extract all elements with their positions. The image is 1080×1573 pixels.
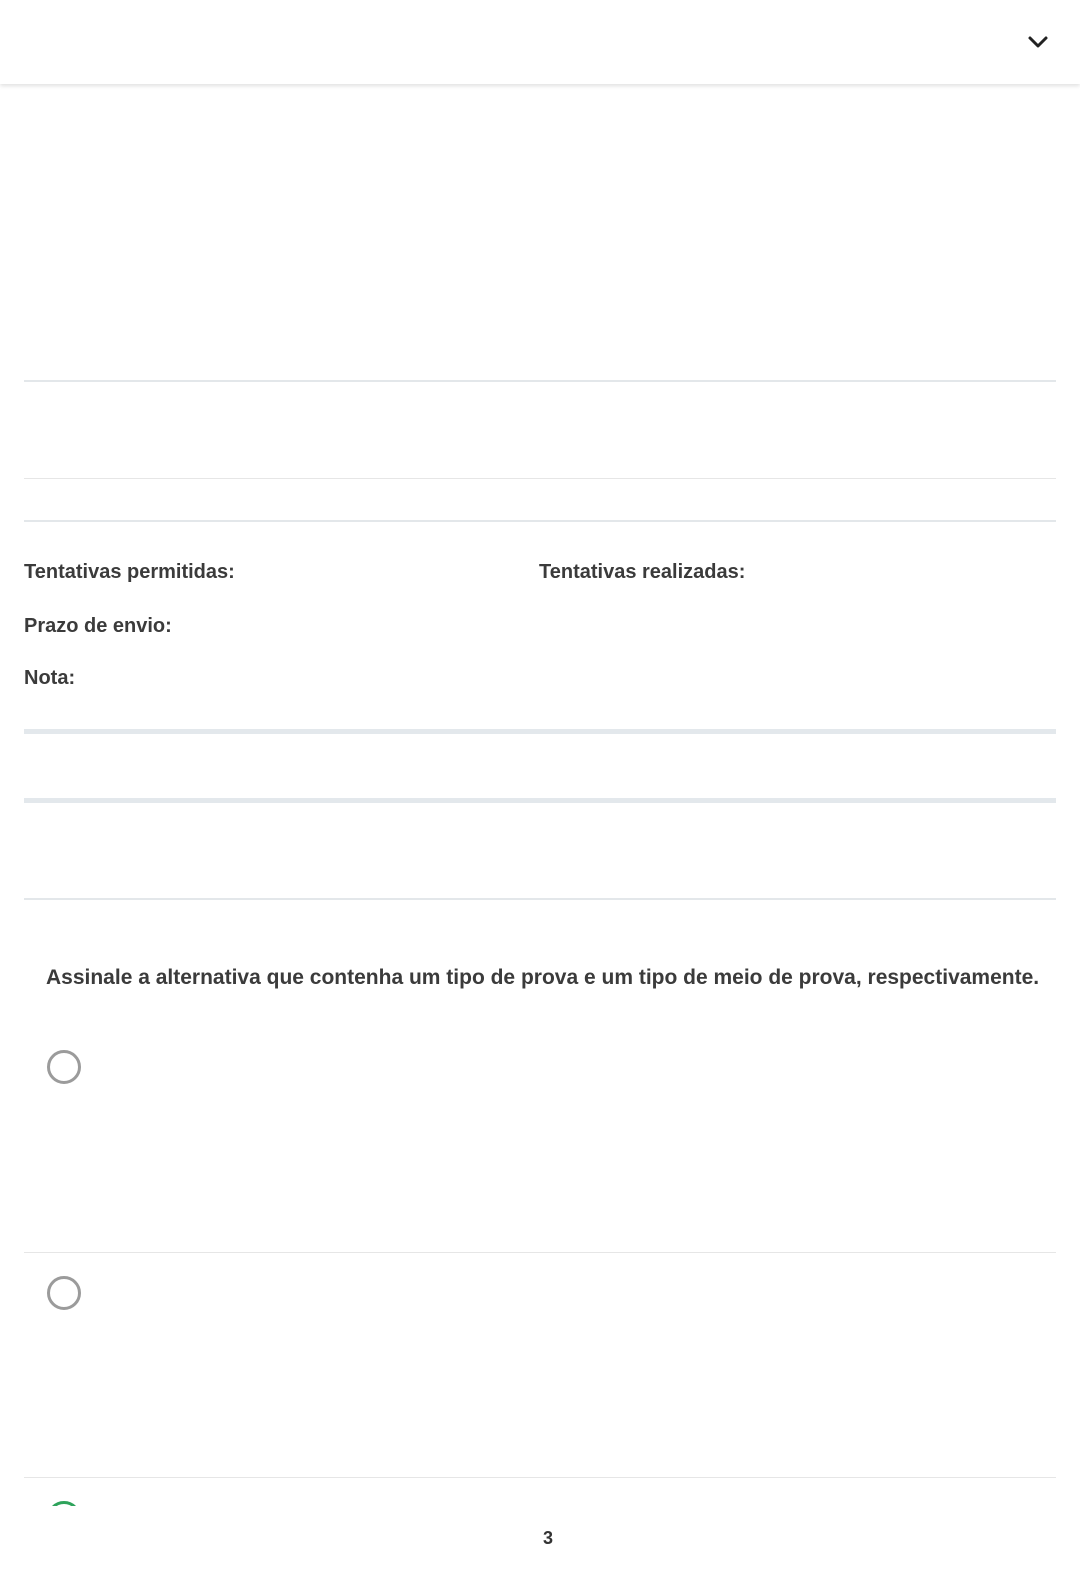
deadline-label: Prazo de envio:	[24, 615, 172, 637]
attempts-made-label: Tentativas realizadas:	[539, 561, 746, 583]
option-divider	[24, 1477, 1056, 1478]
option-divider	[24, 1252, 1056, 1253]
option-radio-1[interactable]	[47, 1050, 81, 1084]
divider	[24, 380, 1056, 382]
grade-label: Nota:	[24, 667, 76, 689]
divider	[24, 520, 1056, 522]
top-bar	[0, 0, 1080, 84]
attempts-allowed-label: Tentativas permitidas:	[24, 561, 235, 583]
option-radio-2[interactable]	[47, 1276, 81, 1310]
divider	[24, 729, 1056, 734]
page-footer	[0, 1506, 1080, 1573]
divider	[24, 798, 1056, 803]
question-text: Assinale a alternativa que contenha um tipo de prova e um tipo de meio de prova, respectivamente.	[46, 966, 1040, 989]
page-number: 3	[542, 1528, 553, 1548]
divider	[24, 478, 1056, 479]
divider	[24, 898, 1056, 900]
chevron-down-icon[interactable]	[1024, 28, 1052, 56]
